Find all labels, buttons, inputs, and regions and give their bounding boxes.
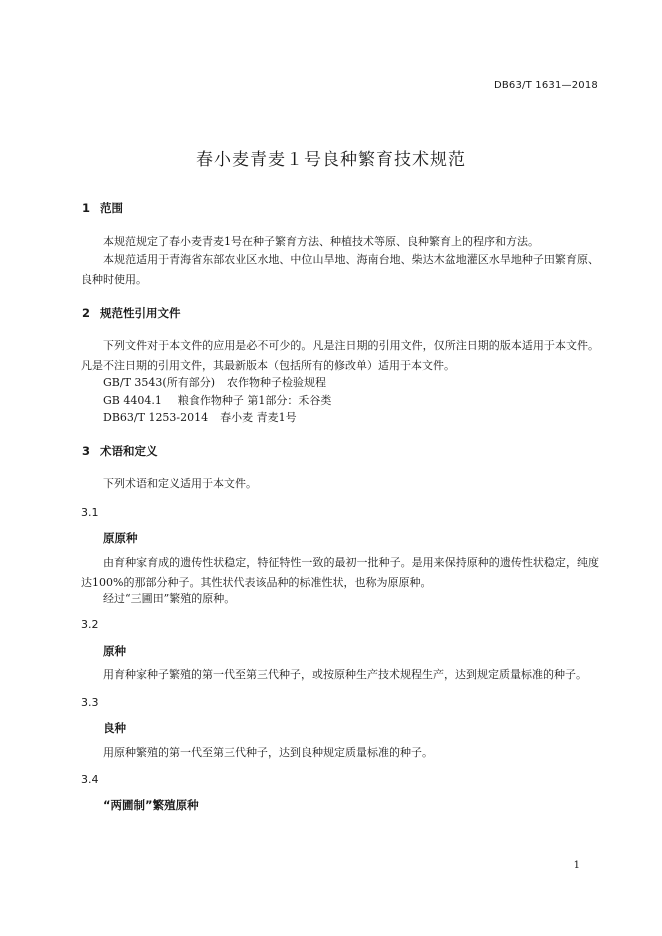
- term-note: 经过“三圃田”繁殖的原种。: [103, 592, 236, 605]
- term-definition: 用原种繁殖的第一代至第三代种子，达到良种规定质量标准的种子。: [103, 746, 433, 759]
- term-name: 原种: [103, 644, 126, 658]
- section-2-heading: [82, 305, 181, 321]
- section-title: 术语和定义: [100, 444, 158, 458]
- paragraph: 本规范规定了春小麦青麦1号在种子繁育方法、种植技术等原、良种繁育上的程序和方法。: [103, 235, 539, 248]
- reference-item: DB63/T 1253-2014 春小麦 青麦1号: [103, 411, 297, 424]
- section-title: 规范性引用文件: [100, 306, 181, 320]
- section-title: 范围: [100, 201, 123, 215]
- term-number: 3.2: [81, 618, 99, 631]
- term-number: 3.4: [81, 773, 99, 786]
- section-number: 1: [82, 201, 91, 215]
- page-number: 1: [573, 860, 580, 871]
- term-number: 3.1: [81, 506, 99, 519]
- term-definition: 由育种家育成的遗传性状稳定，特征特性一致的最初一批种子。是用来保持原种的遗传性状稳定，纯度达100%的那部分种子。其性状代表该品种的标准性状，也称为原原种。: [81, 556, 599, 589]
- paragraph: 本规范适用于青海省东部农业区水地、中位山旱地、海南台地、柴达木盆地灌区水旱地种子田繁育原、良种时使用。: [81, 253, 599, 286]
- paragraph: 下列术语和定义适用于本文件。: [103, 477, 257, 490]
- standard-code: DB63/T 1631—2018: [493, 80, 598, 91]
- section-number: 2: [82, 306, 91, 320]
- document-title: 春小麦青麦１号良种繁育技术规范: [196, 150, 466, 170]
- reference-item: GB 4404.1 粮食作物种子 第1部分：禾谷类: [103, 394, 332, 407]
- reference-item: GB/T 3543(所有部分) 农作物种子检验规程: [103, 376, 326, 389]
- section-3-heading: [82, 443, 158, 459]
- section-1-heading: [82, 200, 123, 216]
- term-name: “两圃制”繁殖原种: [103, 798, 199, 812]
- paragraph: 下列文件对于本文件的应用是必不可少的。凡是注日期的引用文件，仅所注日期的版本适用于本文件。凡是不注日期的引用文件，其最新版本（包括所有的修改单）适用于本文件。: [81, 339, 599, 372]
- section-number: 3: [82, 444, 91, 458]
- term-number: 3.3: [81, 696, 99, 709]
- term-definition: 用育种家种子繁殖的第一代至第三代种子，或按原种生产技术规程生产，达到规定质量标准的种子。: [103, 668, 587, 681]
- term-name: 良种: [103, 721, 126, 735]
- term-name: 原原种: [103, 531, 138, 545]
